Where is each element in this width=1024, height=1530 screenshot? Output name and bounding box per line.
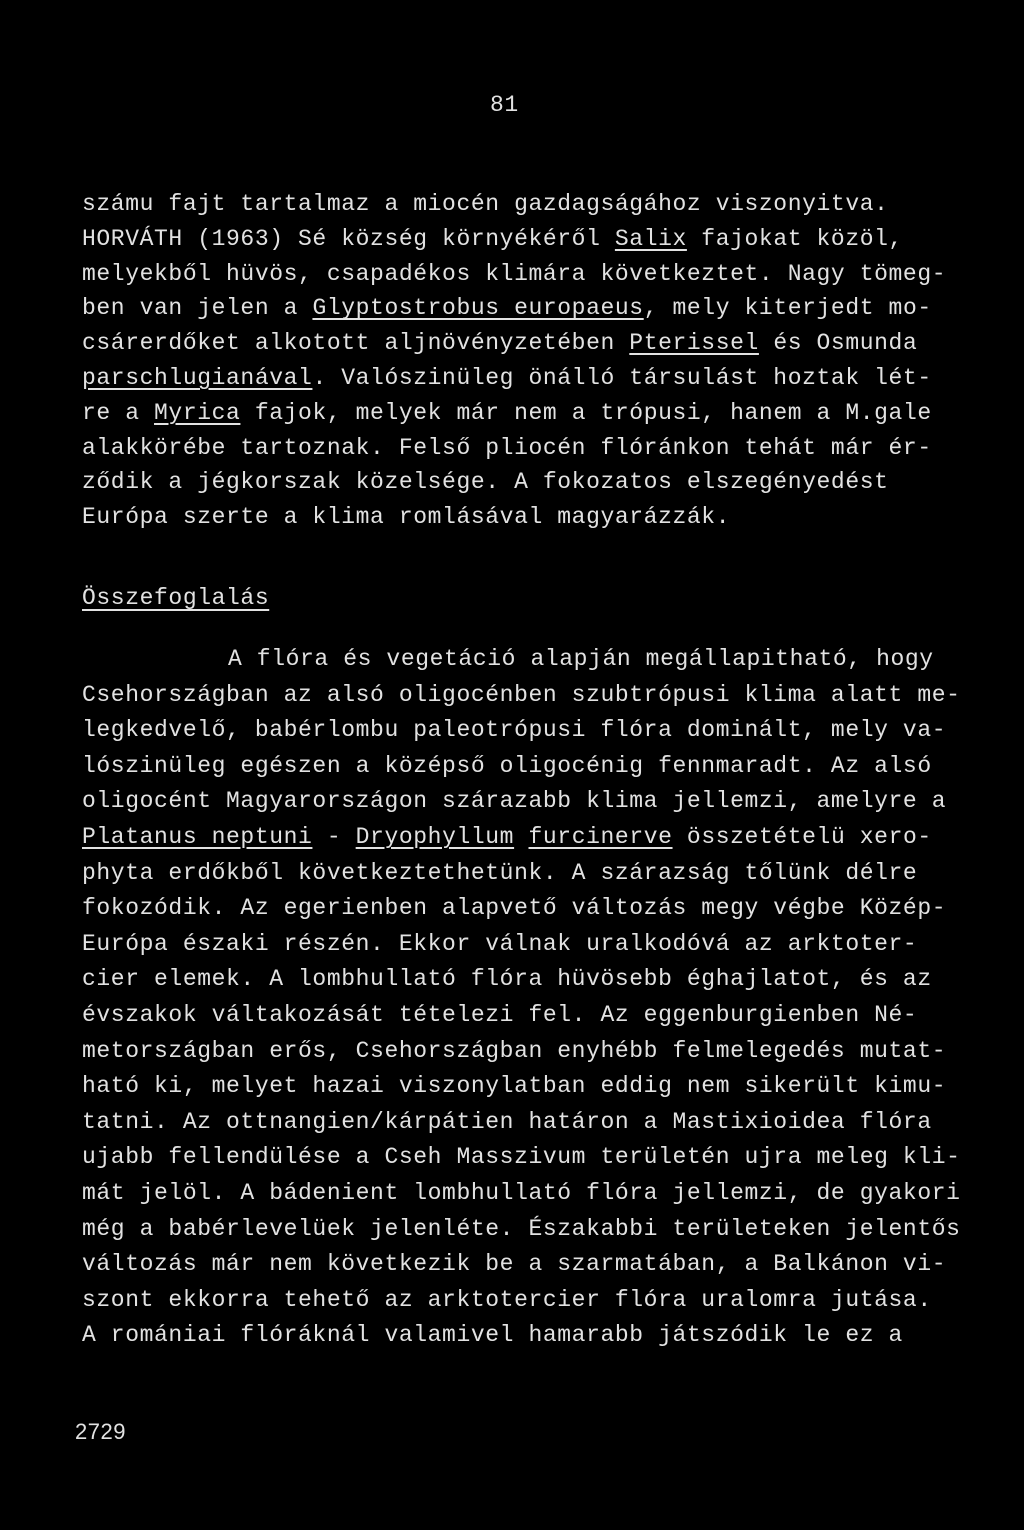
text-line — [82, 749, 1012, 785]
text-run: ződik a jégkorszak közelsége. A fokozatos elszegényedést — [82, 469, 889, 496]
text-line — [82, 187, 1012, 222]
text-run: ujabb fellendülése a Cseh Masszivum területén ujra meleg kli- — [82, 1144, 961, 1171]
paragraph-1 — [82, 187, 1012, 535]
text-line — [82, 1105, 1012, 1141]
text-line — [82, 1283, 1012, 1319]
text-line — [82, 361, 1012, 396]
text-line — [82, 465, 1012, 500]
underlined-term: Salix — [614, 225, 687, 252]
text-run: lószinüleg egészen a középső oligocénig fennmaradt. Az alsó — [82, 752, 932, 779]
text-line — [82, 642, 1012, 678]
text-line — [82, 500, 1012, 535]
underlined-term: Glyptostrobus europaeus — [312, 295, 644, 322]
underlined-term: furcinerve — [528, 823, 673, 850]
text-line — [82, 998, 1012, 1034]
text-line — [82, 1069, 1012, 1105]
text-run: A romániai flóráknál valamivel hamarabb játszódik le ez a — [82, 1322, 903, 1349]
text-line — [82, 1140, 1012, 1176]
text-run: fajok, melyek már nem a trópusi, hanem a M.gale — [240, 399, 932, 426]
text-run: Európa szerte a klima romlásával magyarázzák. — [82, 504, 731, 531]
text-line — [82, 820, 1012, 856]
text-line — [82, 678, 1012, 714]
paragraph-2 — [82, 642, 1012, 1354]
text-run: alakkörébe tartoznak. Felső pliocén flóránkon tehát már ér- — [82, 434, 932, 461]
text-run: re a — [82, 399, 155, 426]
underlined-term: Platanus neptuni — [82, 823, 313, 850]
text-run: , mely kiterjedt mo- — [643, 295, 932, 322]
text-run: csárerdőket alkotott aljnövényzetében — [82, 330, 630, 357]
text-run: számu fajt tartalmaz a miocén gazdagságához viszonyitva. — [82, 191, 889, 217]
text-run: HORVÁTH (1963) Sé község környékéről — [82, 225, 615, 252]
text-run: - — [312, 823, 356, 850]
text-line — [82, 291, 1012, 326]
text-run: ben van jelen a — [82, 295, 313, 322]
text-line — [82, 1176, 1012, 1212]
text-line — [82, 927, 1012, 963]
text-run: évszakok váltakozását tételezi fel. Az eggenburgienben Né- — [82, 1001, 918, 1028]
text-line — [82, 713, 1012, 749]
underlined-term: Dryophyllum — [355, 823, 515, 850]
text-run: ható ki, melyet hazai viszonylatban eddig nem sikerült kimu- — [82, 1073, 947, 1100]
text-run: metországban erős, Csehországban enyhébb felmelegedés mutat- — [82, 1037, 947, 1064]
text-run: fokozódik. Az egerienben alapvető változás megy végbe Közép- — [82, 895, 947, 922]
text-line — [82, 962, 1012, 998]
text-run: Csehországban az alsó oligocénben szubtrópusi klima alatt me- — [82, 681, 961, 708]
text-line — [82, 784, 1012, 820]
text-run — [514, 824, 528, 850]
underlined-term: parschlugianával — [82, 364, 313, 391]
text-run: phyta erdőkből következtethetünk. A szárazság tőlünk délre — [82, 859, 918, 886]
text-line — [82, 431, 1012, 466]
text-line — [82, 1034, 1012, 1070]
text-line — [82, 257, 1012, 292]
text-line — [82, 1247, 1012, 1283]
text-run: mát jelöl. A bádenient lombhullató flóra jellemzi, de gyakori — [82, 1179, 961, 1206]
text-line — [82, 891, 1012, 927]
text-line — [82, 1318, 1012, 1354]
text-run: A flóra és vegetáció alapján megállapitható, hogy — [228, 646, 934, 672]
text-run: Európa északi részén. Ekkor válnak uralkodóvá az arktoter- — [82, 930, 918, 957]
section-heading: Összefoglalás — [82, 585, 270, 611]
footer-code: 2729 — [75, 1419, 126, 1444]
text-run: változás már nem következik be a szarmatában, a Balkánon vi- — [82, 1251, 947, 1278]
page-number: 81 — [490, 92, 519, 118]
text-line — [82, 396, 1012, 431]
text-line — [82, 222, 1012, 257]
text-run: . Valószinüleg önálló társulást hoztak lét- — [312, 364, 932, 391]
text-line — [82, 1212, 1012, 1248]
text-run: még a babérlevelüek jelenléte. Északabbi területeken jelentős — [82, 1215, 961, 1242]
text-run: cier elemek. A lombhullató flóra hüvösebb éghajlatot, és az — [82, 966, 932, 993]
text-run: legkedvelő, babérlombu paleotrópusi flóra dominált, mely va- — [82, 717, 947, 744]
text-run: fajokat közöl, — [686, 225, 903, 252]
underlined-term: Myrica — [154, 399, 241, 426]
text-run: és Osmunda — [758, 330, 918, 357]
text-run: összetételü xero- — [672, 823, 932, 850]
text-run: melyekből hüvös, csapadékos klimára következtet. Nagy tömeg- — [82, 260, 947, 287]
text-line — [82, 326, 1012, 361]
text-run: oligocént Magyarországon szárazabb klima jellemzi, amelyre a — [82, 788, 947, 815]
underlined-term: Pterissel — [629, 330, 759, 357]
text-run: szont ekkorra tehető az arktotercier flóra uralomra jutása. — [82, 1286, 932, 1313]
text-line — [82, 856, 1012, 892]
text-run: tatni. Az ottnangien/kárpátien határon a Mastixioidea flóra — [82, 1108, 932, 1135]
